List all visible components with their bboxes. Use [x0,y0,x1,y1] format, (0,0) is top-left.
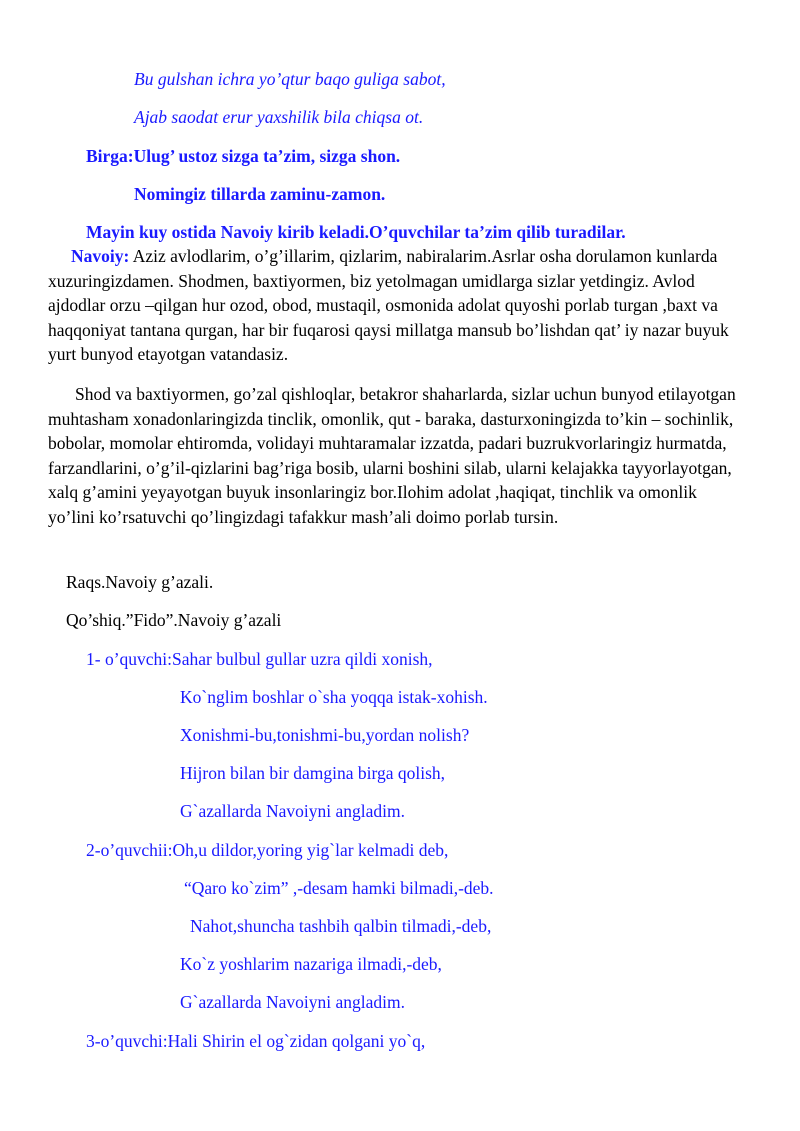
reader1-line-3: Xonishmi-bu,tonishmi-bu,yordan nolish? [180,725,470,745]
program-qoshiq: Qo’shiq.”Fido”.Navoiy g’azali [66,610,282,630]
reader1-line-5: G`azallarda Navoiyni angladim. [180,801,405,821]
reader1-line-4: Hijron bilan bir damgina birga qolish, [180,763,446,783]
program-raqs: Raqs.Navoiy g’azali. [66,572,214,592]
chorus-line-1: Birga:Ulug’ ustoz sizga ta’zim, sizga shon. [86,146,401,166]
reader1-line-1: 1- o’quvchi:Sahar bulbul gullar uzra qildi xonish, [86,649,433,669]
navoiy-speaker-label: Navoiy: [71,246,130,266]
navoiy-speech-text: Aziz avlodlarim, o’g’illarim, qizlarim, nabiralarim.Asrlar osha dorulamon kunlarda xuzuringizdamen. Shodmen, baxtiyormen, biz yetolmagan umidlarga sizlar yetdingiz. Avlod ajdodlar orzu –qilgan hur ozod, obod, mustaqil, osmonida adolat quyoshi porlab turgan ,baxt va haqqoniyat tantana qurgan, har bir fuqarosi qaysi millatga mansub bo’lishdan qat’ iy nazar buyuk yurt bunyod etayotgan vatandasiz. [48,246,729,365]
poem-line-1: Bu gulshan ichra yo’qtur baqo guliga sabot, [134,69,446,89]
reader2-line-4: Ko`z yoshlarim nazariga ilmadi,-deb, [180,954,442,974]
chorus-line-2: Nomingiz tillarda zaminu-zamon. [134,184,386,204]
navoiy-speech-paragraph [48,244,738,367]
reader2-line-1: 2-o’quvchii:Oh,u dildor,yoring yig`lar kelmadi deb, [86,840,449,860]
reader2-line-5: G`azallarda Navoiyni angladim. [180,992,405,1012]
poem-line-2: Ajab saodat erur yaxshilik bila chiqsa ot. [134,107,424,127]
reader2-line-3: Nahot,shuncha tashbih qalbin tilmadi,-deb, [190,916,492,936]
stage-direction: Mayin kuy ostida Navoiy kirib keladi.O’quvchilar ta’zim qilib turadilar. [86,222,626,242]
navoiy-paragraph-2: Shod va baxtiyormen, go’zal qishloqlar, betakror shaharlarda, sizlar uchun bunyod etilayotgan muhtasham xonadonlaringizda tinclik, omonlik, qut - baraka, dasturxoningizda to’kin – sochinlik, bobolar, momolar ehtiromda, volidayi muhtaramalar izzatda, padari buzrukvorlaringiz hurmatda, farzandlarini, o’g’il-qizlarini bag’riga bosib, ularni boshini silab, ularni kelajakka tayyorlayotgan, xalq g’amini yeyayotgan buyuk insonlaringiz bor.Ilohim adolat ,haqiqat, tinchlik va omonlik yo’lini ko’rsatuvchi qo’lingizdagi tafakkur mash’ali doimo porlab tursin. [48,384,736,527]
reader1-line-2: Ko`nglim boshlar o`sha yoqqa istak-xohish. [180,687,488,707]
reader3-line-1: 3-o’quvchi:Hali Shirin el og`zidan qolgani yo`q, [86,1031,426,1051]
reader2-line-2: “Qaro ko`zim” ,-desam hamki bilmadi,-deb. [184,878,494,898]
